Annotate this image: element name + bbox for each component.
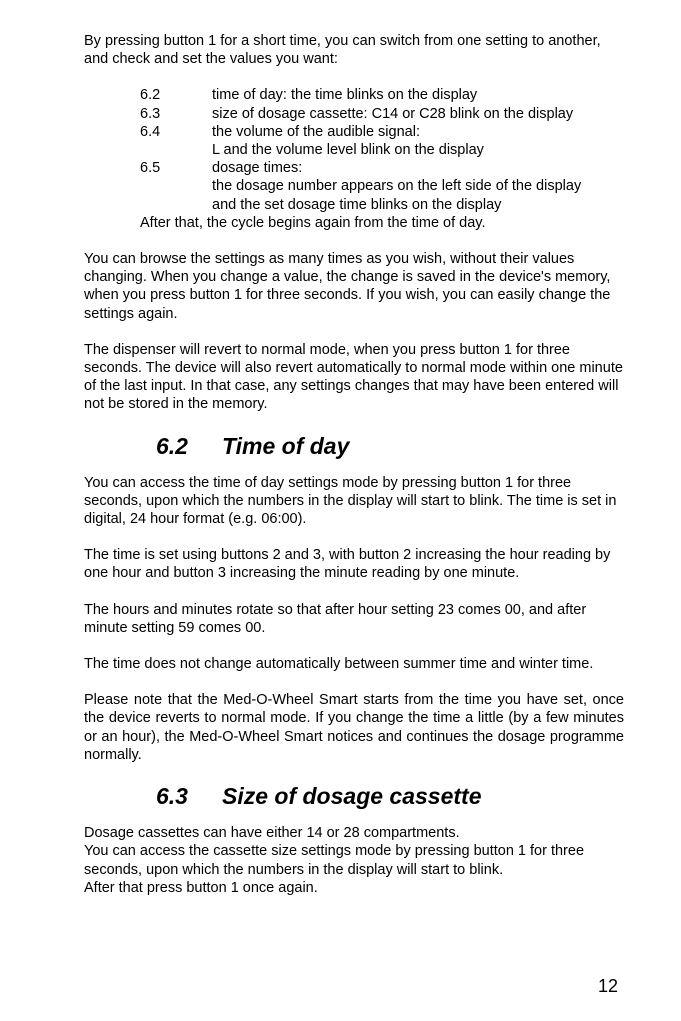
time-paragraph-2: The time is set using buttons 2 and 3, with button 2 increasing the hour reading by one hour and button 3 increasing the minute reading by one minute. <box>84 547 611 582</box>
section-number: 6.3 <box>156 783 188 810</box>
list-item-number: 6.2 <box>140 87 161 104</box>
time-paragraph-3: The hours and minutes rotate so that after hour setting 23 comes 00, and after minute setting 59 comes 00. <box>84 601 587 636</box>
list-item-number: 6.5 <box>140 160 161 177</box>
section-title: Size of dosage cassette <box>222 783 482 810</box>
list-item-text: the volume of the audible signal: L and the volume level blink on the display <box>212 123 484 159</box>
cassette-paragraph-3: After that press button 1 once again. <box>84 879 318 896</box>
list-item-number: 6.3 <box>140 105 161 122</box>
intro-paragraph: By pressing button 1 for a short time, you can switch from one setting to another, and check and set the values you want: <box>84 33 601 68</box>
cassette-paragraph-2: You can access the cassette size settings mode by pressing button 1 for three seconds, upon which the numbers in the display will start to blink. <box>84 843 585 878</box>
list-item-number: 6.4 <box>140 123 161 140</box>
list-item-text: size of dosage cassette: C14 or C28 blink on the display <box>212 105 574 122</box>
list-after-text: After that, the cycle begins again from the time of day. <box>140 214 486 231</box>
section-number: 6.2 <box>156 432 188 459</box>
browse-paragraph: You can browse the settings as many times as you wish, without their values changing. When you change a value, the change is saved in the device's memory, when you press button 1 for three seconds. If you wish, you can easily change the settings again. <box>84 251 611 322</box>
section-heading-cassette-size <box>84 782 624 810</box>
list-item <box>84 123 624 159</box>
list-item-text: dosage times: the dosage number appears on the left side of the display and the set dosage time blinks on the display <box>212 160 582 213</box>
section-title: Time of day <box>222 432 350 459</box>
list-item-text: time of day: the time blinks on the display <box>212 87 478 104</box>
manual-page <box>84 32 624 897</box>
section-heading-time-of-day <box>84 432 624 460</box>
time-paragraph-1: You can access the time of day settings mode by pressing button 1 for three seconds, upon which the numbers in the display will start to blink. The time is set in digital, 24 hour format (e.g. 06:00). <box>84 474 617 528</box>
settings-list <box>84 86 624 232</box>
page-number: 12 <box>598 976 619 996</box>
cassette-paragraph-1: Dosage cassettes can have either 14 or 28 compartments. <box>84 825 460 842</box>
list-item <box>84 159 624 214</box>
time-paragraph-5: Please note that the Med-O-Wheel Smart starts from the time you have set, once the device reverts to normal mode. If you change the time a little (by a few minutes or an hour), the Med-O-Wheel Smart notices and continues the dosage programme normally. <box>84 692 624 763</box>
time-paragraph-4: The time does not change automatically between summer time and winter time. <box>84 656 594 673</box>
revert-paragraph: The dispenser will revert to normal mode, when you press button 1 for three seconds. The device will also revert automatically to normal mode within one minute of the last input. In that case, any settings changes that may have been entered will not be stored in the memory. <box>84 341 623 413</box>
list-item <box>84 105 624 123</box>
list-item <box>84 86 624 104</box>
